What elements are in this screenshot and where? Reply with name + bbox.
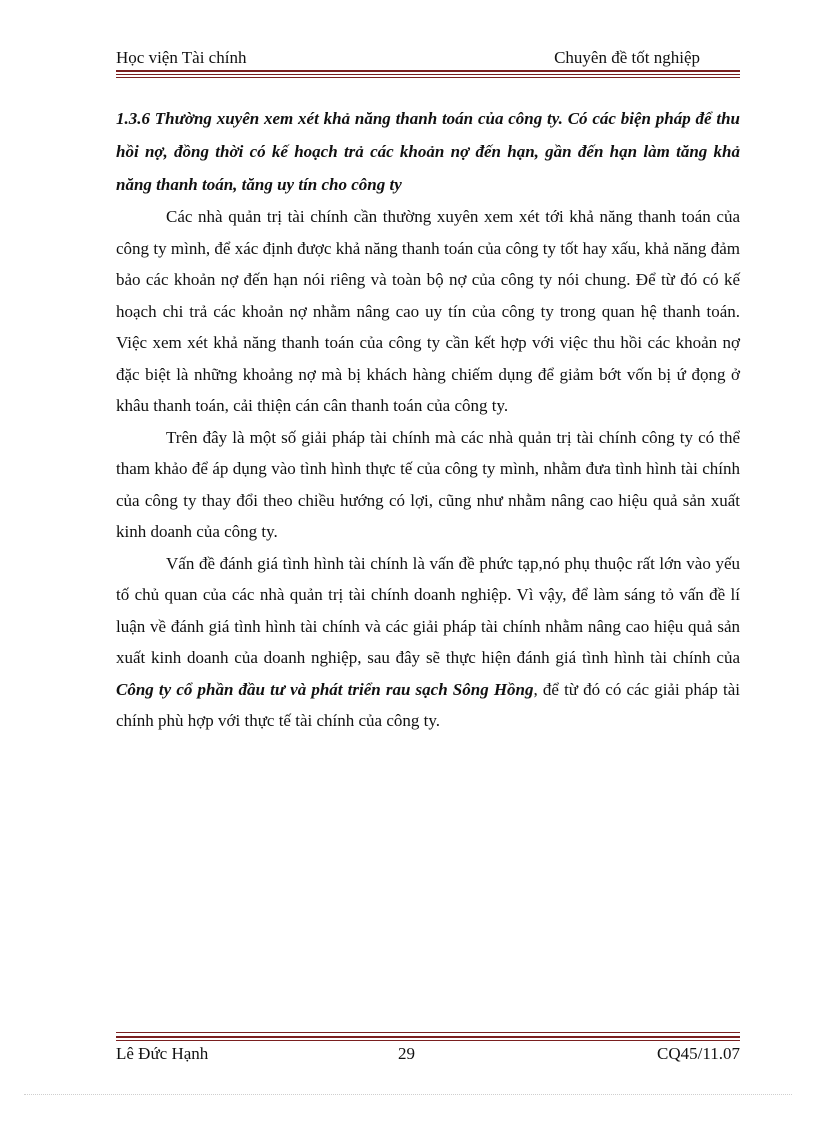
footer-rule (116, 1036, 740, 1041)
page-footer (116, 1044, 740, 1066)
header-rule-thin (116, 77, 740, 78)
footer-class-code: CQ45/11.07 (657, 1044, 740, 1063)
paragraph-2: Trên đây là một số giải pháp tài chính mà các nhà quản trị tài chính công ty có thể tham khảo để áp dụng vào tình hình thực tế của công ty mình, nhằm đưa tình hình tài chính của công ty thay đổi theo chiều hướng có lợi, cũng như nhằm nâng cao hiệu quả sản xuất kinh doanh của công ty. (116, 427, 740, 541)
page-bottom-border (24, 1094, 792, 1095)
page-number: 29 (398, 1044, 415, 1063)
section-heading: 1.3.6 Thường xuyên xem xét khả năng thanh toán của công ty. Có các biện pháp để thu hồi nợ, đồng thời có kế hoạch trả các khoản nợ đến hạn, gần đến hạn làm tăng khả năng thanh toán, tăng uy tín cho công ty (116, 109, 740, 194)
page-content (116, 102, 740, 737)
header-institution: Học viện Tài chính (116, 48, 247, 67)
page-header (116, 48, 740, 70)
paragraph-3-text-before: Vấn đề đánh giá tình hình tài chính là vấn đề phức tạp,nó phụ thuộc rất lớn vào yếu tố chủ quan của các nhà quản trị tài chính doanh nghiệp. Vì vậy, để làm sáng tỏ vấn đề lí luận về đánh giá tình hình tài chính và các giải pháp tài chính nhằm nâng cao hiệu quả sản xuất kinh doanh của doanh nghiệp, sau đây sẽ thực hiện đánh giá tình hình tài chính của (116, 553, 740, 667)
header-document-type: Chuyên đề tốt nghiệp (554, 48, 700, 67)
paragraph-1: Các nhà quản trị tài chính cần thường xuyên xem xét tới khả năng thanh toán của công ty mình, để xác định được khả năng thanh toán của công ty tốt hay xấu, khả năng đảm bảo các khoản nợ đến hạn nói riêng và toàn bộ nợ của công ty nói chung. Để từ đó có kế hoạch chi trả các khoản nợ nhằm nâng cao uy tín của công ty trong quan hệ thanh toán. Việc xem xét khả năng thanh toán của công ty cần kết hợp với việc thu hồi các khoản nợ đặc biệt là những khoảng nợ mà bị khách hàng chiếm dụng để giảm bớt vốn bị ứ đọng ở khâu thanh toán, cải thiện cán cân thanh toán của công ty. (116, 207, 740, 415)
company-name-emphasis: Công ty cổ phần đầu tư và phát triển rau sạch Sông Hồng (116, 679, 534, 699)
footer-author: Lê Đức Hạnh (116, 1044, 209, 1063)
paragraph-3 (116, 548, 740, 737)
paragraph-3-text-after: , để từ đó có các giải pháp tài chính phù hợp với thực tế tài chính của công ty. (116, 679, 741, 730)
header-rule (116, 70, 740, 75)
footer-rule-thin (116, 1032, 740, 1033)
